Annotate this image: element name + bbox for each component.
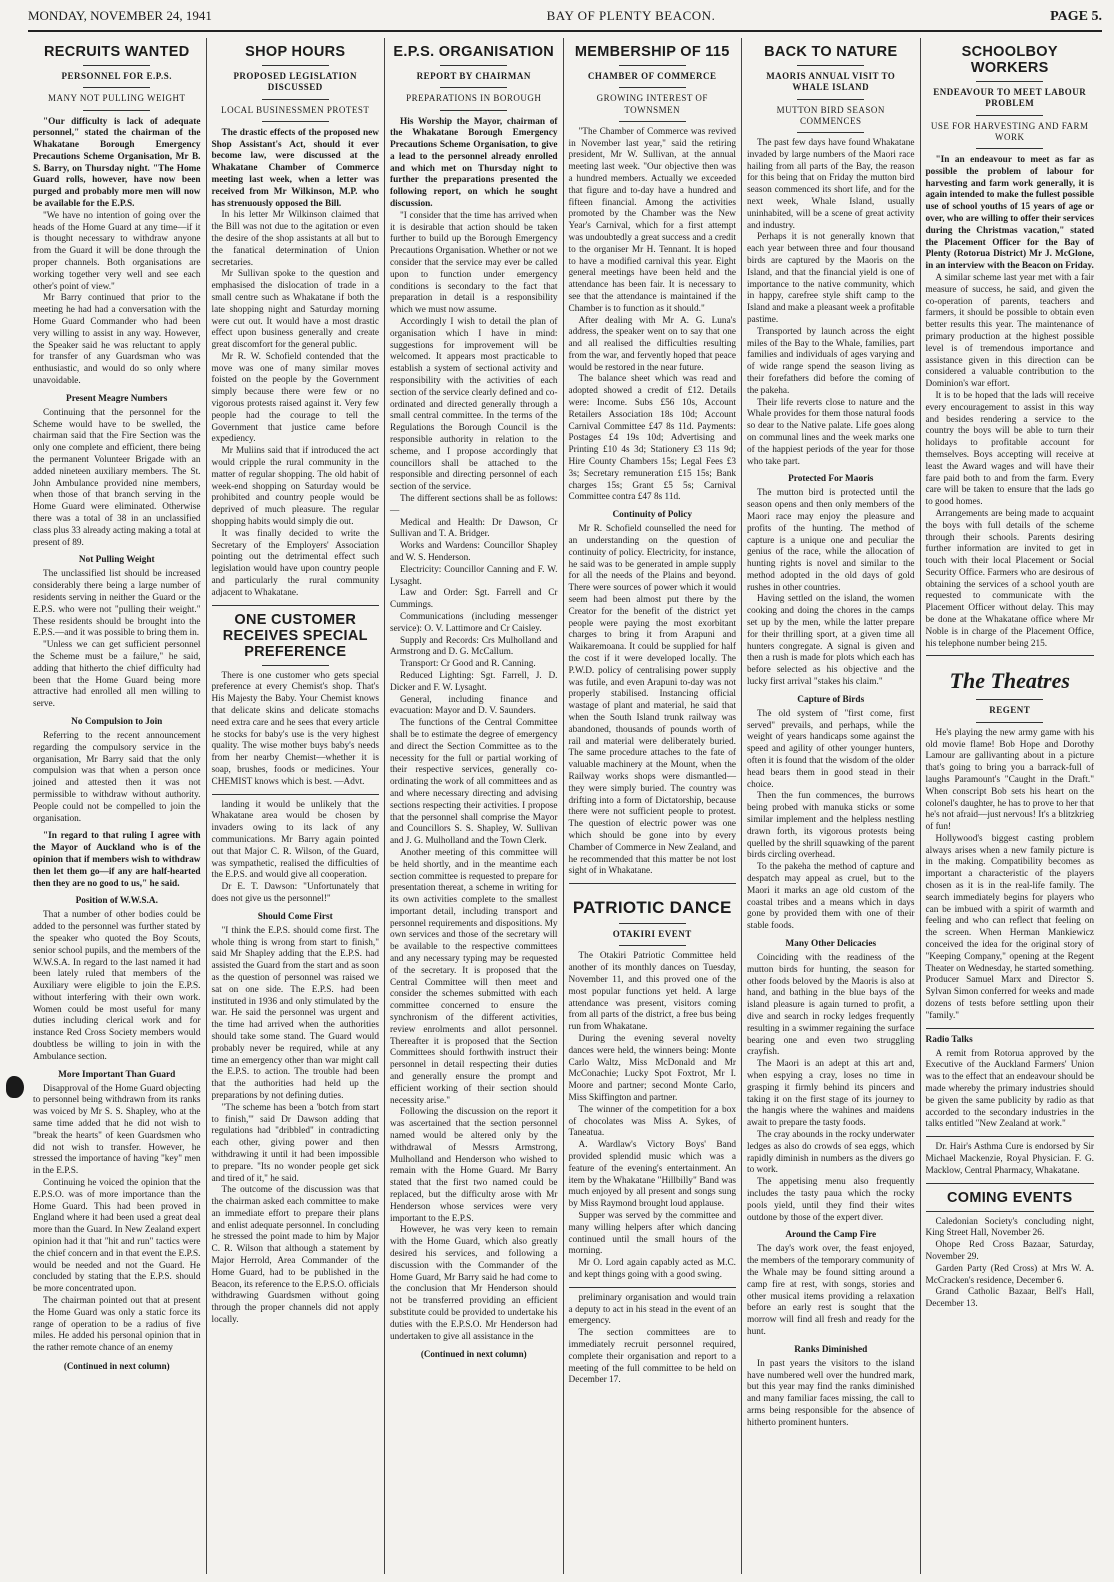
divider	[83, 87, 150, 88]
paragraph: Then the fun commences, the burrows being probed with manuka sticks or some similar implement and the helpless nestling drawn forth, its vigorous protests being quelled by the shrill squawking of the parent birds circling overhead.	[747, 791, 915, 861]
paragraph: Dr. Hair's Asthma Cure is endorsed by Sir Michael Mackenzie, Royal Physician. F. G. Macklow, Central Pharmacy, Whakatane.	[925, 1142, 1094, 1176]
divider	[262, 99, 329, 100]
divider	[569, 1287, 737, 1288]
paragraph: Perhaps it is not generally known that each year between three and four thousand birds are captured by the Maoris on the Island, and that the financial yield is one of importance to the native community, which in happy, carefree style shift camp to the Island and make a pleasant week a profitable pastime.	[747, 232, 915, 325]
headline: PATRIOTIC DANCE	[572, 898, 732, 918]
paragraph: "I think the E.P.S. should come first. The whole thing is wrong from start to finish," said Mr Shapley adding that the E.P.S. had assisted the Guard from the start and as soon as the question of personnel was raised we sat on one side. The E.P.S. had been instituted in 1936 and only stimulated by the war. He said the personnel was urgent and the time had arrived when the authorities should take some stand. The Guard would probably never be required, while at any time an emergency other than war might call the E.P.S. to action. The trouble had been that the authorities had held up the preparations by not defining duties.	[211, 925, 379, 1101]
paragraph: A. Wardlaw's Victory Boys' Band provided splendid music which was a feature of the evening's entertainment. An item by the Whakatane "Hillbilly" Band was much enjoyed by all present and songs sung by Miss Raymond brought loud applause.	[568, 1140, 736, 1210]
subheading: LOCAL BUSINESSMEN PROTEST	[221, 104, 370, 115]
divider	[926, 655, 1095, 656]
paragraph: The cray abounds in the rocky underwater ledges as also do crowds of sea eggs, which rapidly diminish in numbers as the divers go to work.	[747, 1129, 915, 1176]
paragraph: Disapproval of the Home Guard objecting to personnel being withdrawn from its ranks was voiced by Mr S. S. Shapley, who at the same time added that he did not wish to "break the hearts" of keen Guardsmen who did not wish to transfer. However, he stressed the importance of having "key" men in the E.P.S.	[33, 1083, 201, 1177]
divider	[262, 65, 329, 66]
column-3	[385, 38, 564, 1574]
lead-paragraph: His Worship the Mayor, chairman of the Whakatane Borough Emergency Precautions Scheme Organisation, to give a lead to the personnel already enrolled and which met on Thursday night to further the preparations presented the following report, on which he sought discussion.	[390, 116, 558, 210]
column-2	[207, 38, 386, 1574]
paragraph: Mr O. Lord again capably acted as M.C. and kept things going with a good swing.	[568, 1258, 736, 1280]
divider	[797, 99, 864, 100]
divider	[926, 1183, 1095, 1184]
subheading: PREPARATIONS IN BOROUGH	[406, 93, 542, 104]
divider	[797, 132, 864, 133]
paragraph: There is one customer who gets special preference at every Chemist's shop. That's His Majesty the Baby. Your Chemist knows that delicate skins and delicate stomachs need extra care and he sees that every article he stocks for baby's use is the very highest quality. The wise mother buys baby's needs from her nearby Chemist—whether it is soap, brushes, foods or medicines. Your CHEMIST knows which is best. —Advt.	[211, 670, 379, 787]
columns	[28, 38, 1102, 1574]
divider	[619, 923, 686, 924]
paragraph: Continuing that the personnel for the Scheme would have to be swelled, the chairman said that the Fire Section was the only one complete and efficient, there being the permanent Volunteer Brigade with an added nineteen auxiliary members. The St. John Ambulance provided nine members, when those of that branch serving in the Home Guard were eliminated. Otherwise there was a total of 38 in an unclassified class plus 33 already acting making a total at present of 89.	[33, 407, 201, 548]
continued-note: (Continued in next column)	[63, 1361, 170, 1371]
paragraph: Mr R. Schofield counselled the need for an understanding on the question of continuity of policy. Electricity, for instance, he said was to be generated in ample supply for all the needs of the Plains and beyond. There were sources of power which it would seem had been almost put there by the Creator for the benefit of the district yet people were paying the most exorbitant charges to bring it from Arapuni and Waikaremoana. It could be supplied for half the cost if it were developed locally. The P.W.D. policy of centralising power supply was futile, and even Arapuni to-day was not properly stabilised. Instancing official wastage of plant and material, he said that when the South Island trunk railway was abandoned, thousands of pounds worth of rail and material were deliberately buried. The same procedure attaches to the fate of valuable machinery at the Mount, when the Railway works shops were dismantled—they were simply buried. The country was drifting into a form of Dictatorship, because there were not sufficient people to protest. The question of electric power was one which should be gone into by every Chamber of Commerce in New Zealand, and he recommended that this matter be not lost sight of in Whakatane.	[568, 524, 736, 877]
divider	[976, 81, 1043, 82]
paragraph: Supply and Records: Crs Mulholland and Armstrong and D. G. McCallum.	[390, 635, 558, 658]
subheading: MAORIS ANNUAL VISIT TO WHALE ISLAND	[766, 71, 896, 93]
divider	[976, 148, 1043, 149]
paragraph: preliminary organisation and would train a deputy to act in his stead in the event of an emergency.	[568, 1292, 736, 1327]
paragraph: A similar scheme last year met with a fair measure of success, he said, and given the co-operation of parents, teachers and farmers, it should be possible to obtain even better results this year. The maintenance of primary production at the highest possible level is of tremendous importance and assistance given in this direction can be considered a valuable contribution to the Dominion's war effort.	[925, 272, 1094, 390]
column-5	[742, 38, 921, 1574]
paragraph: Coinciding with the readiness of the mutton birds for hunting, the season for other foods beloved by the Maoris is also at hand, and bathing in the blue bays of the island pleasure is again turned to profit, a dive and search in rocky ledges frequently resulting in a swimmer regaining the surface bearing one and even two struggling crayfish.	[747, 953, 915, 1058]
divider	[440, 65, 507, 66]
paragraph: "I consider that the time has arrived when it is desirable that action should be taken further to build up the Borough Emergency Precautions Organisation. Whether or not we consider that the service may ever be called upon to function under emergency conditions is secondary to the fact that preparation in detail is a responsibility which we must now assume.	[390, 210, 558, 316]
section-heading: Many Other Delicacies	[785, 939, 877, 949]
ink-blot	[6, 1076, 24, 1098]
paragraph: Having settled on the island, the women cooking and doing the chores in the camps set up by the men, while the latter prepare for their thrilling sport, at a given time all hunters congregate. A signal is given and then a rush is made for plots which each has before selected as his objective and the lucky first arrival "stakes his claim."	[747, 594, 915, 688]
paragraph: Hollywood's biggest casting problem always arises when a new family picture is in the making. Compatibility becomes as important a characteristic of the players chosen as it is in the real-life family. The search immediately begins for players who can be imbued with a spirit of warmth and feeling and who can reflect that feeling on the screen. When Herman Mankiewicz conceived the idea for the original story of "Keeping Company," opening at the Regent Theater on Wednesday, he started something. Producer Samuel Marx and Director S. Sylvan Simon conferred for weeks and made dozens of tests before settling upon their "family."	[925, 833, 1094, 1021]
divider	[83, 65, 150, 66]
paragraph: The old system of "first come, first served" prevails, and perhaps, while the weight of years handicaps some against the speed and agility of other younger hunters, often it is found that the wisdom of the older head bears them in good stead in their choice.	[747, 708, 915, 790]
lead-paragraph: "In an endeavour to meet as far as possible the problem of labour for harvesting and farm work generally, it is again intended to make the fullest possible use of school youths of 15 years of age or over, who are willing to offer their services during the Christmas vacation," stated the Placement Officer for the Bay of Plenty (Rotorua District) Mr J. McGlone, in an interview with the Beacon on Friday.	[925, 155, 1094, 272]
divider	[212, 794, 380, 795]
subheading: OTAKIRI EVENT	[612, 929, 692, 940]
paragraph: Another meeting of this committee will be held shortly, and in the meantime each section committee is requested to prepare for presentation thereat, a scheme in writing for its own activities complete to the smallest important detail, including transport and personnel requirements and dispositions. My own services and those of the secretary will be available to the respective committees and any necessary typing may be requested of the secretary. It is proposed that the Central Committee will then meet and consider the schemes submitted with each committee concerned to ensure the synchronism of the different activities, review enrolments and allot personnel. Thereafter it is proposed that the Section Committees should forthwith instruct their personnel in detail respecting their duties and generally ensure the prompt and efficient working of their section should necessity arise."	[390, 847, 558, 1106]
divider	[926, 1028, 1095, 1029]
continued-note: (Continued in next column)	[420, 1349, 527, 1360]
divider	[926, 1136, 1095, 1137]
paragraph: Reduced Lighting: Sgt. Farrell, J. D. Dicker and F. W. Lysaght.	[390, 670, 558, 693]
headline: RECRUITS WANTED	[44, 44, 190, 60]
subheading: MANY NOT PULLING WEIGHT	[47, 93, 186, 104]
paragraph: Following the discussion on the report it was ascertained that the section personnel named would be altered only by the withdrawal of Messrs Armstrong, Mulholland and Henderson who wished to remain with the Home Guard. Mr Barry stated that the first two named could be replaced, but the difficulty arose with Mr Henderson whose services were very important to the E.P.S.	[390, 1107, 558, 1224]
paragraph: Accordingly I wish to detail the plan of organisation which I have in mind: suggestions for improvement will be welcomed. It appears most practicable to establish a system of sectional activity and responsibility with the activities of each section of the service clearly defined and co-ordinated and directed generally through a small central committee. In the terms of the Regulations the Borough Council is the responsible authority in relation to the scheme, and I propose accordingly that councillors shall be attached to the responsible and directing personnel of each section of the service.	[390, 317, 558, 493]
paragraph: General, including finance and evacuation: Mayor and D. V. Saunders.	[390, 694, 558, 717]
divider	[440, 110, 507, 111]
divider	[262, 121, 329, 122]
paragraph: The chairman pointed out that at present the Home Guard was only a static force its range of operation to be a radius of five miles. He added his personal opinion that in the rather remote chance of an enemy	[33, 1296, 201, 1354]
paragraph: The Otakiri Patriotic Committee held another of its monthly dances on Tuesday, November 11, and this proved one of the most popular functions yet held. A large attendance was present, visitors coming from all parts of the district, a free bus being run from Whakatane.	[568, 951, 736, 1033]
paragraph: Medical and Health: Dr Dawson, Cr Sullivan and T. A. Bridger.	[390, 517, 558, 540]
paragraph: Grand Catholic Bazaar, Bell's Hall, December 13.	[925, 1287, 1094, 1310]
divider	[83, 110, 150, 111]
section-heading: Capture of Birds	[797, 694, 865, 705]
subheading: MUTTON BIRD SEASON COMMENCES	[776, 104, 885, 126]
paragraph: "Unless we can get sufficient personnel the Scheme must be a failure," he said, adding that hitherto the chief difficulty had been that the Home Guard being more attractive had enrolled all men willing to serve.	[33, 640, 201, 710]
paper-name: BAY OF PLENTY BEACON.	[546, 8, 716, 23]
paragraph: Referring to the recent announcement regarding the compulsory service in the organisation, Mr Barry said that the only compulsion was that when a person once joined and attested then it was not permissible to withdraw without authority. People could not be compelled to join the organisation.	[33, 730, 201, 824]
divider	[619, 65, 686, 66]
section-heading: Position of W.W.S.A.	[75, 896, 158, 907]
section-heading: Radio Talks	[925, 1034, 973, 1045]
paragraph: In his letter Mr Wilkinson claimed that the Bill was not due to the agitation or even the desire of the shop assistants at all but to the fanatical determination of Union secretaries.	[211, 210, 379, 268]
paragraph: The functions of the Central Committee shall be to estimate the degree of emergency and direct the Section Committee as to the necessity for the full or partial working of their respective services, generally co-ordinating the work of all committees and as and where necessary directing and advising sections respecting their activities. I propose that the personnel shall comprise the Mayor and Councillors S. S. Shapley, W. Sullivan and J. G. Mulholland and the Town Clerk.	[390, 718, 558, 847]
paragraph: The day's work over, the feast enjoyed, the members of the temporary community of the Whale may be found sitting around a camp fire at rest, with songs, stories and other musical items providing a relaxation before an early rest is sought that the morrow will find all fresh and ready for the hunt.	[747, 1244, 915, 1337]
divider	[262, 665, 329, 666]
paragraph: The balance sheet which was read and adopted showed a credit of £12. Details were: Income. Subs £56 10s, Account Retailers Association 18s 10d; Account Carnival Committee £47 8s 11d. Payments: Postages £4 19s 10d; Advertising and Printing £10 4s 3d; Stationery £3 11s 9d; Hire County Chambers 15s; Legal Fees £3 3s; Secretary remuneration £15 15s; Bank charges 15s; Grant £5 5s; Carnival Committee contra £47 8s 11d.	[568, 374, 736, 503]
paragraph: Continuing he voiced the opinion that the E.P.S.O. was of more importance than the Home Guard. This had been proved in England where it had been used a great deal more than the Guard. In New Zealand expert opinion had it that "hit and run" tactics were the chief concern and in that event the E.P.S. would be needed and not the Guard. He concluded by stating that the E.P.S. should be more concentrated upon.	[33, 1178, 201, 1295]
feature-title: The Theatres	[949, 668, 1070, 694]
paragraph: Electricity: Councillor Canning and F. W. Lysaght.	[390, 564, 558, 587]
paragraph: The different sections shall be as follows:—	[390, 494, 558, 516]
paragraph: Transported by launch across the eight miles of the Bay to the Whale, families, part families and individuals of ages varying and of wide range spend the season living as their forefathers did before the coming of the pakeha.	[747, 326, 915, 396]
section-heading: Present Meagre Numbers	[66, 393, 168, 404]
section-heading: Not Pulling Weight	[78, 555, 155, 566]
paragraph: A remit from Rotorua approved by the Executive of the Auckland Farmers' Union was to the effect that an endeavour should be made whereby the primary industries should be given the same publicity by radio as that accorded to the secondary industries in the talks entitled "New Zealand at work."	[925, 1048, 1094, 1130]
headline: COMING EVENTS	[946, 1189, 1073, 1206]
paragraph: The winner of the competition for a box of chocolates was Miss A. Sykes, of Taneatua.	[568, 1104, 736, 1139]
paragraph: Law and Order: Sgt. Farrell and Cr Cummings.	[390, 588, 558, 611]
paragraph: The appetising menu also frequently includes the tasty paua which the rocky pools yield, until they find their wites outdone by those of the expert diver.	[747, 1177, 915, 1223]
subheading: GROWING INTEREST OF TOWNSMEN	[596, 93, 708, 115]
paragraph: Caledonian Society's concluding night, King Street Hall, November 26.	[925, 1216, 1094, 1239]
paragraph: The Maori is an adept at this art and, when espying a cray, loses no time in grasping it firmly behind its pincers and taking it on the first stage of its journey to the hangis where the wahines and maidens await to prepare the tasty foods.	[747, 1059, 915, 1129]
section-heading: No Compulsion to Join	[71, 716, 163, 727]
paragraph: Mr Sullivan spoke to the question and emphasised the dislocation of trade in a small centre such as Whakatane if both the late shopping night and Saturday morning were cut out. It would have a most drastic effect upon business generally and create great discomfort for the general public.	[211, 269, 379, 351]
divider	[212, 605, 380, 606]
lead-paragraph: The drastic effects of the proposed new Shop Assistant's Act, should it ever become law, were discussed at the Whakatane Chamber of Commerce meeting last week, when a letter was received from Mr Wilkinson, M.P. who has strenuously opposed the Bill.	[211, 127, 379, 209]
paragraph: The past few days have found Whakatane invaded by large numbers of the Maori race hailing from all parts of the Bay, the reason for this being that on Friday the mutton bird season commenced its short life, and for the next week, Whale Island, usually uninhabited, will be a scene of great activity and industry.	[747, 138, 915, 231]
divider	[976, 722, 1043, 723]
paragraph: That a number of other bodies could be added to the personnel was further stated by the speaker who quoted the Boy Scouts, senior school pupils, and the members of the W.W.S.A. In regard to the last named it had been lately ruled that members of the Auxiliary were eligible to join the E.P.S. without interfering with their own work. Women could be most useful for many duties including clerical work and for instance Red Cross Society members would doubtless be willing to join in with the Ambulance section.	[33, 910, 201, 1062]
section-heading: Ranks Diminished	[794, 1344, 868, 1355]
paragraph: It was finally decided to write the Secretary of the Employers' Association pointing out the detrimental effect such legislation would have upon country people and particularly the rural community adjacent to Whakatane.	[211, 528, 379, 598]
paragraph: Mr Barry continued that prior to the meeting he had had a conversation with the Home Guard Commander who had been very willing to assist in any way. However, the Speaker said he was reluctant to apply for transfer of any Guardsman who was enthusiastic, and would do so only where unavoidable.	[33, 293, 201, 387]
headline: E.P.S. ORGANISATION	[393, 44, 555, 60]
headline: MEMBERSHIP OF 115	[574, 44, 730, 60]
paragraph: Works and Wardens: Councillor Shapley and W. S. Henderson.	[390, 541, 558, 563]
column-1	[28, 38, 207, 1574]
subheading: PROPOSED LEGISLATION DISCUSSED	[233, 71, 358, 93]
paragraph: landing it would be unlikely that the Whakatane area would be chosen by invaders owing to its lack of any communications. Mr Barry again pointed out that Major C. R. Wilson, of the Guard, was sympathetic, realised the difficulties of the E.P.S. and would give all cooperation.	[211, 799, 379, 881]
headline: SHOP HOURS	[245, 44, 346, 60]
section-heading: Around the Camp Fire	[785, 1230, 877, 1241]
masthead	[28, 8, 1102, 32]
paragraph: The section committees are to immediately recruit personnel required, complete their organisation and report to a meeting of the full committee to be held on December 17.	[568, 1328, 736, 1386]
subheading: CHAMBER OF COMMERCE	[587, 71, 717, 81]
column-4	[564, 38, 743, 1574]
paragraph: "The Chamber of Commerce was revived in November last year," said the retiring president, Mr W. Sullivan, at the annual meeting last week. "Our objective then was a hundred members. Actually we exceeded that figure and to-day have a hundred and fifteen financial. Among the activities promoted by the Chamber was the New Year's Carnival, which for a first attempt was undoubtedly a great success and a credit to the organiser Mr H. Tennant. It is hoped to have a modified carnival this year. Eight general meetings have been held and the attendance has been fair. It is necessary to see that the attendance is maintained if the Chamber is to function as it should."	[568, 126, 736, 314]
lead-paragraph: "In regard to that ruling I agree with the Mayor of Auckland who is of the opinion that if members wish to withdraw then let them go—if any are half-hearted then they are no good to us," he said.	[33, 831, 201, 889]
subheading: USE FOR HARVESTING AND FARM WORK	[930, 120, 1089, 142]
paragraph: Mr Muliins said that if introduced the act would cripple the rural community in the matter of regular shopping. The old habit of week-end shopping on Saturday would be prohibited and country people would be deprived of much pleasure. The regular shopping habits would simply die out.	[211, 446, 379, 528]
subheading: REGENT	[989, 705, 1031, 716]
headline: SCHOOLBOY WORKERS	[961, 44, 1058, 76]
section-heading: Should Come First	[257, 911, 333, 922]
paragraph: Supper was served by the committee and many willing helpers after which dancing continued until the small hours of the morning.	[568, 1210, 736, 1257]
paragraph: In past years the visitors to the island have numbered well over the hundred mark, but this year may find the ranks diminished and many familiar faces missing, the call to arms being responsible for the absence of hitherto prominent hunters.	[747, 1358, 915, 1428]
section-heading: More Important Than Guard	[58, 1069, 176, 1080]
paragraph: Dr E. T. Dawson: "Unfortunately that does not give us the personnel!"	[211, 882, 379, 904]
divider	[619, 87, 686, 88]
divider	[619, 121, 686, 122]
paragraph: During the evening several novelty dances were held, the winners being: Monte Carlo Waltz, Miss McDonald and Mr McConachie; Lucky Spot Foxtrot, Mr I. Moore and partner; second Monte Carlo, Miss Skiffington and partner.	[568, 1033, 736, 1103]
paragraph: Ohope Red Cross Bazaar, Saturday, November 29.	[925, 1240, 1094, 1262]
divider	[440, 87, 507, 88]
paragraph: After dealing with Mr A. G. Luna's address, the speaker went on to say that one and all realised the difficulties resulting from the war, and fervently hoped that peace would be restored in the near future.	[568, 315, 736, 373]
issue-date: MONDAY, NOVEMBER 24, 1941	[28, 8, 212, 23]
paragraph: The mutton bird is protected until the season opens and then only members of the Maori race may enjoy the pleasure and profits of the hunting. The method of capture is a unique one and peculiar the genius of the race, while the allocation of hunting rights is novel and similar to the method adopted in the old days of gold rushes in other countries.	[747, 488, 915, 593]
divider	[797, 65, 864, 66]
column-6	[921, 38, 1100, 1574]
divider	[976, 115, 1043, 116]
subheading: ENDEAVOUR TO MEET LABOUR PROBLEM	[933, 87, 1087, 109]
headline: ONE CUSTOMER RECEIVES SPECIAL PREFERENCE	[222, 611, 368, 660]
divider	[569, 883, 737, 884]
page-number: PAGE 5.	[1050, 9, 1102, 24]
paragraph: "The scheme has been a 'botch from start to finish,'" said Dr Dawson adding that regulations had "dribbled" in contradicting each other, giving power and then withdrawing it until it had been impossible to prepare. "Its no wonder people get sick and tired of it," he said.	[211, 1102, 379, 1184]
paragraph: Their life reverts close to nature and the Whale provides for them those natural foods so dear to the Native palate. Life goes along on communal lines and the week marks one of the happiest periods of the year for those who take part.	[747, 397, 915, 467]
divider	[976, 699, 1043, 700]
paragraph: Transport: Cr Good and R. Canning.	[400, 659, 536, 670]
subheading: PERSONNEL FOR E.P.S.	[61, 71, 172, 81]
paragraph: It is to be hoped that the lads will receive every encouragement to assist in this way and besides rendering a service to the country the boys will be able to turn their holidays to profitable account for themselves. Boys accepting will receive at least the Award wages and will have their fare paid both to and from the farm. Every care will be taken to ensure that the lads go to good homes.	[925, 390, 1094, 508]
section-heading: Continuity of Policy	[612, 510, 693, 521]
paragraph: The unclassified list should be increased considerably there being a large number of residents serving in neither the Guard or the E.P.S. who were not "pulling their weight." These residents should be brought into the E.P.S.—and it was possible to bring them in.	[33, 569, 201, 639]
paragraph: Mr R. W. Schofield contended that the move was one of many similar moves foisted on the people by the Government simply because there were few or no vigorous protests raised against it. Very few people had the courage to tell the Government that justice came before expediency.	[211, 351, 379, 445]
paragraph: Garden Party (Red Cross) at Mrs W. A. McCracken's residence, December 6.	[925, 1263, 1094, 1286]
paragraph: The outcome of the discussion was that the chairman asked each committee to make an immediate effort to prepare their plans and enlist adequate personnel. In concluding he stressed the point made to him by Major C. R. Wilson that although a statement by Major Herrold, Area Commander of the Home Guard, had to be published in the Beacon, its reference to the E.P.S.O. officials withdrawing Guardsmen without going through the proper channels did not apply locally.	[211, 1185, 379, 1326]
lead-paragraph: "Our difficulty is lack of adequate personnel," stated the chairman of the Whakatane Borough Emergency Precautions Scheme Organisation, Mr B. S. Barry, on Thursday night. "The Home Guard rolls, however, have now been purged and probably more men will now be available for the E.P.S.	[33, 116, 201, 210]
paragraph: "We have no intention of going over the heads of the Home Guard at any time—if it is thought necessary to withdraw anyone from the Guard it will be done through the proper channels. Both organisations are working together very well and see each other's point of view."	[33, 210, 201, 292]
divider	[926, 1211, 1095, 1212]
paragraph: However, he was very keen to remain with the Home Guard, which also greatly desired his services, and following a discussion with the Commander of the Home Guard, Mr Barry said he had come to the conclusion that Mr Henderson should not be transferred providing an efficient substitute could be provided to undertake his duties with the E.P.S.O. Mr Henderson had undertaken to give all assistance in the	[390, 1225, 558, 1342]
subheading: REPORT BY CHAIRMAN	[416, 71, 531, 81]
paragraph: He's playing the new army game with his old movie flame! Bob Hope and Dorothy Lamour are gallivanting about in a picture that's going to bring you a barrack-full of laughs Paramount's "Caught in the Draft." When conscript Bob sets his heart on the colonel's daughter, he has to prove to her that he's not afraid—just nervous! It's a blitzkrieg of fun!	[925, 727, 1094, 833]
divider	[619, 945, 686, 946]
paragraph: To the pakeha the method of capture and despatch may appeal as cruel, but to the Maori it marks an age old custom of the coastal tribes and a means which in days gone by provided them with one of their stable foods.	[747, 862, 915, 932]
headline: BACK TO NATURE	[764, 44, 898, 60]
paragraph: Communications (including messenger service): O. V. Lattimore and Cr Caisley.	[390, 611, 558, 634]
paragraph: Arrangements are being made to acquaint the boys with full details of the scheme through their schools. Parents desiring further information are invited to get in touch with their local Placement or Social Security Office. Farmers who are desirous of obtaining the services of a school youth are requested to communicate with the Placement Officer without delay. This may be done at the Whakatane office where Mr Noble is in charge of the Placement Office, his telephone number being 215.	[925, 508, 1094, 649]
section-heading: Protected For Maoris	[788, 474, 874, 485]
